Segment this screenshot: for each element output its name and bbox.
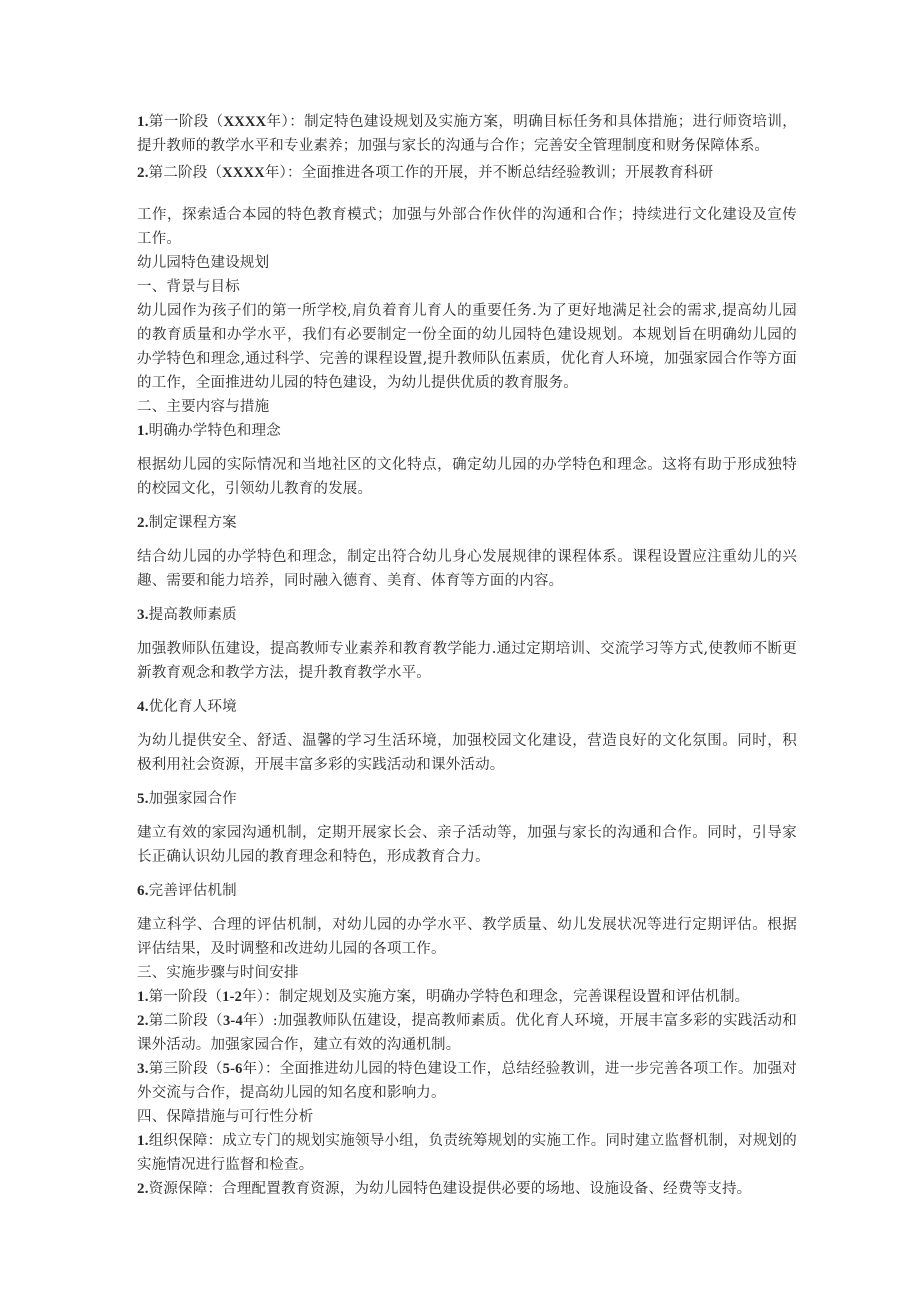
- item-body: 加强教师队伍建设，提高教师专业素养和教育教学能力.通过定期培训、交流学习等方式,使教师不断更新教育观念和教学方法，提升教育教学水平。: [137, 641, 797, 681]
- item-body: 根据幼儿园的实际情况和当地社区的文化特点，确定幼儿园的办学特色和理念。这将有助于形成独特的校园文化，引领幼儿教育的发展。: [137, 457, 797, 497]
- item-heading: 3.提高教师素质: [137, 607, 237, 623]
- list-number: 1.: [137, 114, 149, 130]
- step-item: 1.第一阶段（1-2年）：制定规划及实施方案，明确办学特色和理念，完善课程设置和评估机制。: [137, 989, 750, 1005]
- steps-list: [137, 985, 797, 1105]
- item-body: 为幼儿提供安全、舒适、温馨的学习生活环境，加强校园文化建设，营造良好的文化氛围。同时，积极利用社会资源，开展丰富多彩的实践活动和课外活动。: [137, 733, 797, 773]
- section-heading-background: 一、背景与目标: [137, 279, 240, 295]
- section-heading-content: 二、主要内容与措施: [137, 399, 270, 415]
- step-item: 3.第三阶段（5-6年）：全面推进幼儿园的特色建设工作，总结经验教训，进一步完善各项工作。加强对外交流与合作，提高幼儿园的知名度和影响力。: [137, 1061, 797, 1101]
- item-heading: 4.优化育人环境: [137, 699, 237, 715]
- paragraph-background: 幼儿园作为孩子们的第一所学校,肩负着育儿育人的重要任务.为了更好地满足社会的需求,提高幼儿园的教育质量和办学水平，我们有必要制定一份全面的幼儿园特色建设规划。本规划旨在明确幼儿园的办学特色和理念,通过科学、完善的课程设置,提升教师队伍素质，优化育人环境，加强家园合作等方面的工作，全面推进幼儿园的特色建设，为幼儿提供优质的教育服务。: [137, 303, 797, 391]
- document-page: [137, 110, 797, 1201]
- content-items: [137, 419, 797, 961]
- paragraph-phase-2-continued: 工作，探索适合本园的特色教育模式；加强与外部合作伙伴的沟通和合作；持续进行文化建设及宣传工作。: [137, 207, 797, 247]
- list-number: 2.: [137, 165, 149, 181]
- item-heading: 2.制定课程方案: [137, 515, 237, 531]
- guarantees-list: [137, 1129, 797, 1201]
- item-heading: 6.完善评估机制: [137, 883, 237, 899]
- guarantee-item: 2.资源保障：合理配置教育资源，为幼儿园特色建设提供必要的场地、设施设备、经费等支持。: [137, 1181, 752, 1197]
- step-item: 2.第二阶段（3-4年）:加强教师队伍建设，提高教师素质。优化育人环境，开展丰富多彩的实践活动和课外活动。加强家园合作，建立有效的沟通机制。: [137, 1013, 798, 1053]
- item-body: 建立科学、合理的评估机制，对幼儿园的办学水平、教学质量、幼儿发展状况等进行定期评估。根据评估结果，及时调整和改进幼儿园的各项工作。: [137, 917, 797, 957]
- item-heading: 1.明确办学特色和理念: [137, 423, 281, 439]
- paragraph-phase-1: 1.第一阶段（XXXX年）：制定特色建设规划及实施方案，明确目标任务和具体措施；进行师资培训，提升教师的教学水平和专业素养；加强与家长的沟通与合作；完善安全管理制度和财务保障体系。: [137, 114, 798, 154]
- document-title: 幼儿园特色建设规划: [137, 255, 270, 271]
- item-body: 建立有效的家园沟通机制，定期开展家长会、亲子活动等，加强与家长的沟通和合作。同时，引导家长正确认识幼儿园的教育理念和特色，形成教育合力。: [137, 825, 797, 865]
- guarantee-item: 1.组织保障：成立专门的规划实施领导小组，负责统筹规划的实施工作。同时建立监督机制，对规划的实施情况进行监督和检查。: [137, 1133, 797, 1173]
- paragraph-phase-2: 2.第二阶段（XXXX年）：全面推进各项工作的开展，并不断总结经验教训；开展教育科研: [137, 165, 714, 181]
- section-heading-steps: 三、实施步骤与时间安排: [137, 965, 299, 981]
- item-heading: 5.加强家园合作: [137, 791, 237, 807]
- section-heading-guarantees: 四、保障措施与可行性分析: [137, 1109, 314, 1125]
- item-body: 结合幼儿园的办学特色和理念，制定出符合幼儿身心发展规律的课程体系。课程设置应注重幼儿的兴趣、需要和能力培养，同时融入德育、美育、体育等方面的内容。: [137, 549, 797, 589]
